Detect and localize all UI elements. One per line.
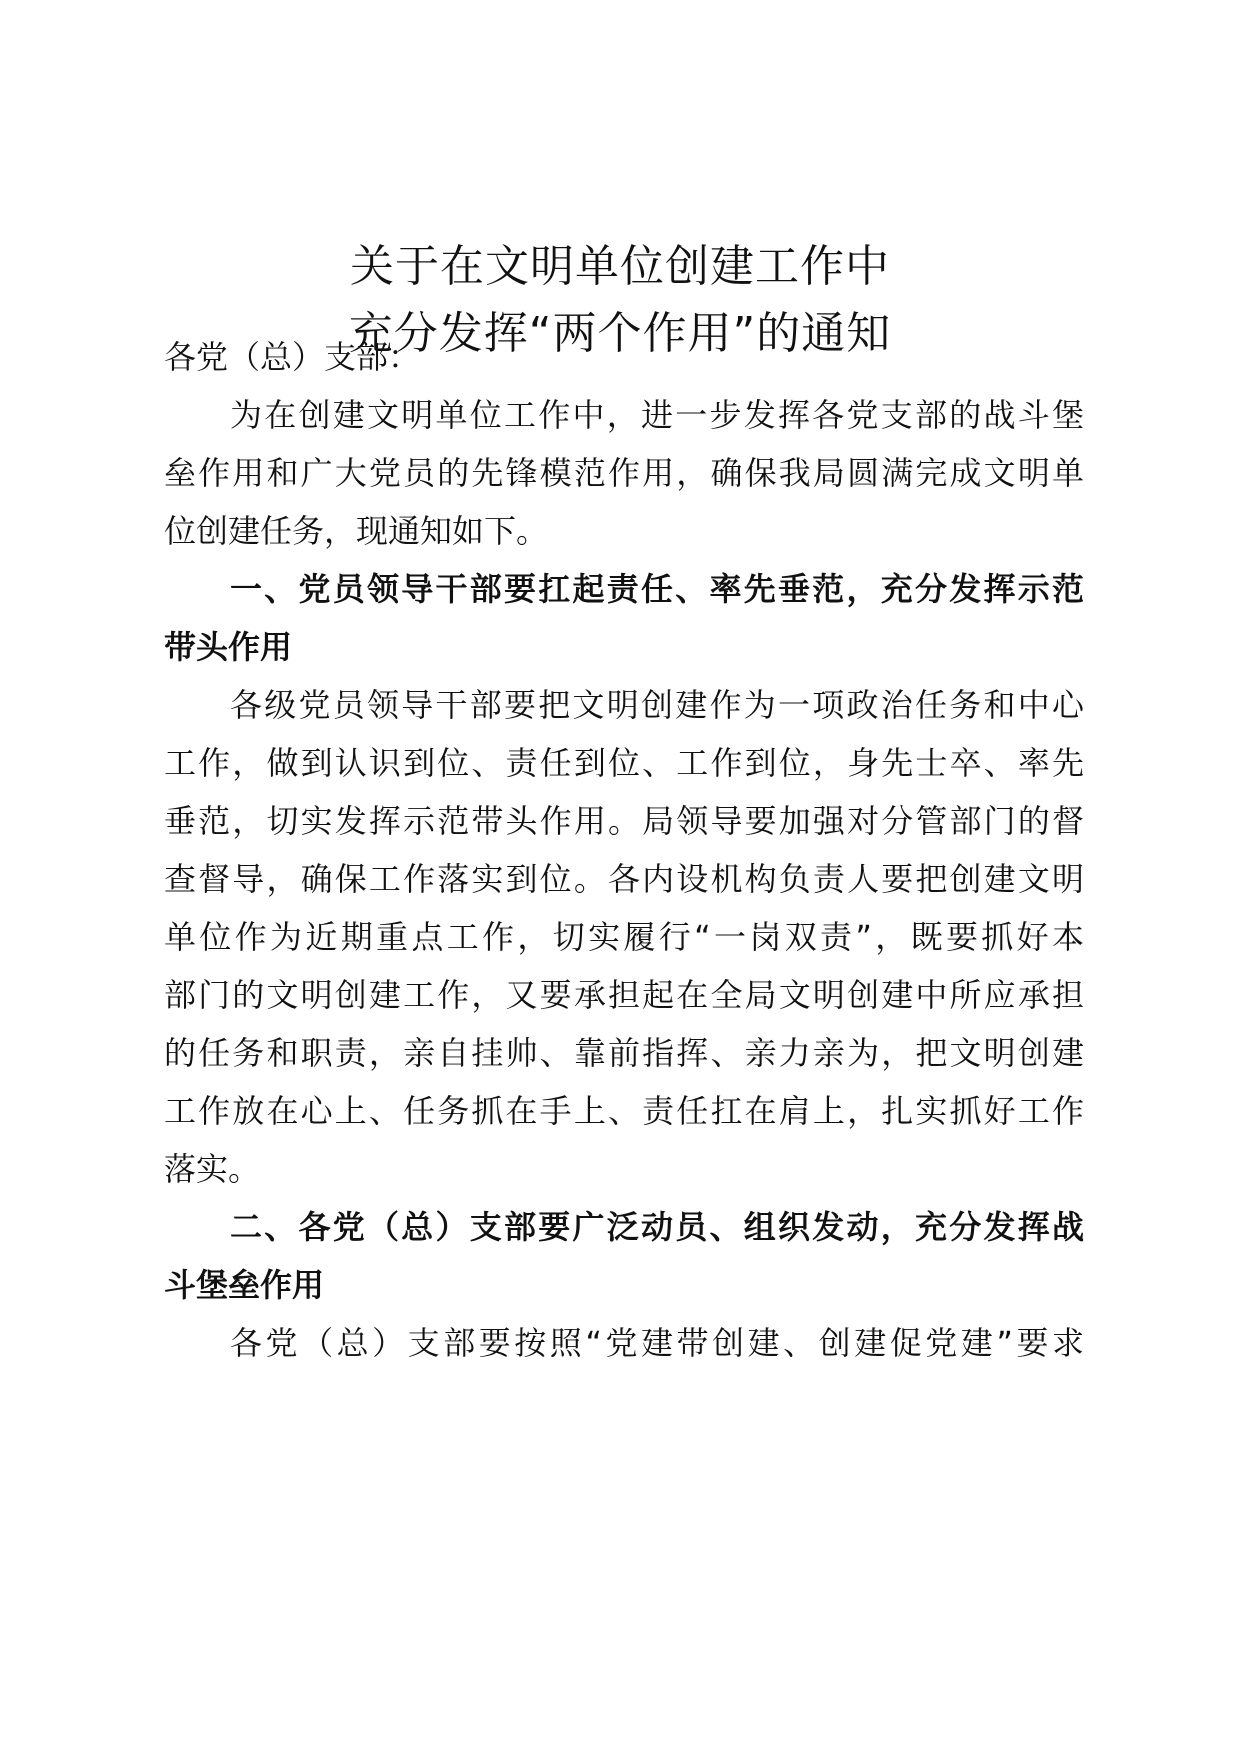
salutation: 各党（总）支部：	[164, 338, 421, 376]
paragraph-2-line-8: 工作放在心上、任务抓在手上、责任扛在肩上，扎实抓好工作	[164, 1092, 1084, 1130]
paragraph-2-line-6: 部门的文明创建工作，又要承担起在全局文明创建中所应承担	[164, 976, 1084, 1014]
paragraph-2-line-5: 单位作为近期重点工作，切实履行“一岗双责”，既要抓好本	[164, 918, 1084, 956]
paragraph-2-line-3: 垂范，切实发挥示范带头作用。局领导要加强对分管部门的督	[164, 802, 1084, 840]
paragraph-2-line-2: 工作，做到认识到位、责任到位、工作到位，身先士卒、率先	[164, 744, 1084, 782]
section-heading-2-line-1: 二、各党（总）支部要广泛动员、组织发动，充分发挥战	[230, 1208, 1084, 1246]
paragraph-1-line-3: 位创建任务，现通知如下。	[164, 512, 549, 550]
document-title-line-2: 充分发挥“两个作用”的通知	[348, 308, 892, 359]
paragraph-2-line-1: 各级党员领导干部要把文明创建作为一项政治任务和中心	[230, 686, 1084, 724]
paragraph-1-line-1: 为在创建文明单位工作中，进一步发挥各党支部的战斗堡	[230, 396, 1084, 434]
paragraph-3-line-1: 各党（总）支部要按照“党建带创建、创建促党建”要求	[230, 1324, 1084, 1362]
section-heading-1-line-2: 带头作用	[164, 628, 293, 666]
paragraph-2-line-9: 落实。	[164, 1150, 261, 1188]
section-heading-1-line-1: 一、党员领导干部要扛起责任、率先垂范，充分发挥示范	[230, 570, 1084, 608]
paragraph-2-line-7: 的任务和职责，亲自挂帅、靠前指挥、亲力亲为，把文明创建	[164, 1034, 1084, 1072]
paragraph-1-line-2: 垒作用和广大党员的先锋模范作用，确保我局圆满完成文明单	[164, 454, 1084, 492]
document-title-line-1: 关于在文明单位创建工作中	[350, 241, 890, 292]
paragraph-2-line-4: 查督导，确保工作落实到位。各内设机构负责人要把创建文明	[164, 860, 1084, 898]
section-heading-2-line-2: 斗堡垒作用	[164, 1266, 325, 1304]
